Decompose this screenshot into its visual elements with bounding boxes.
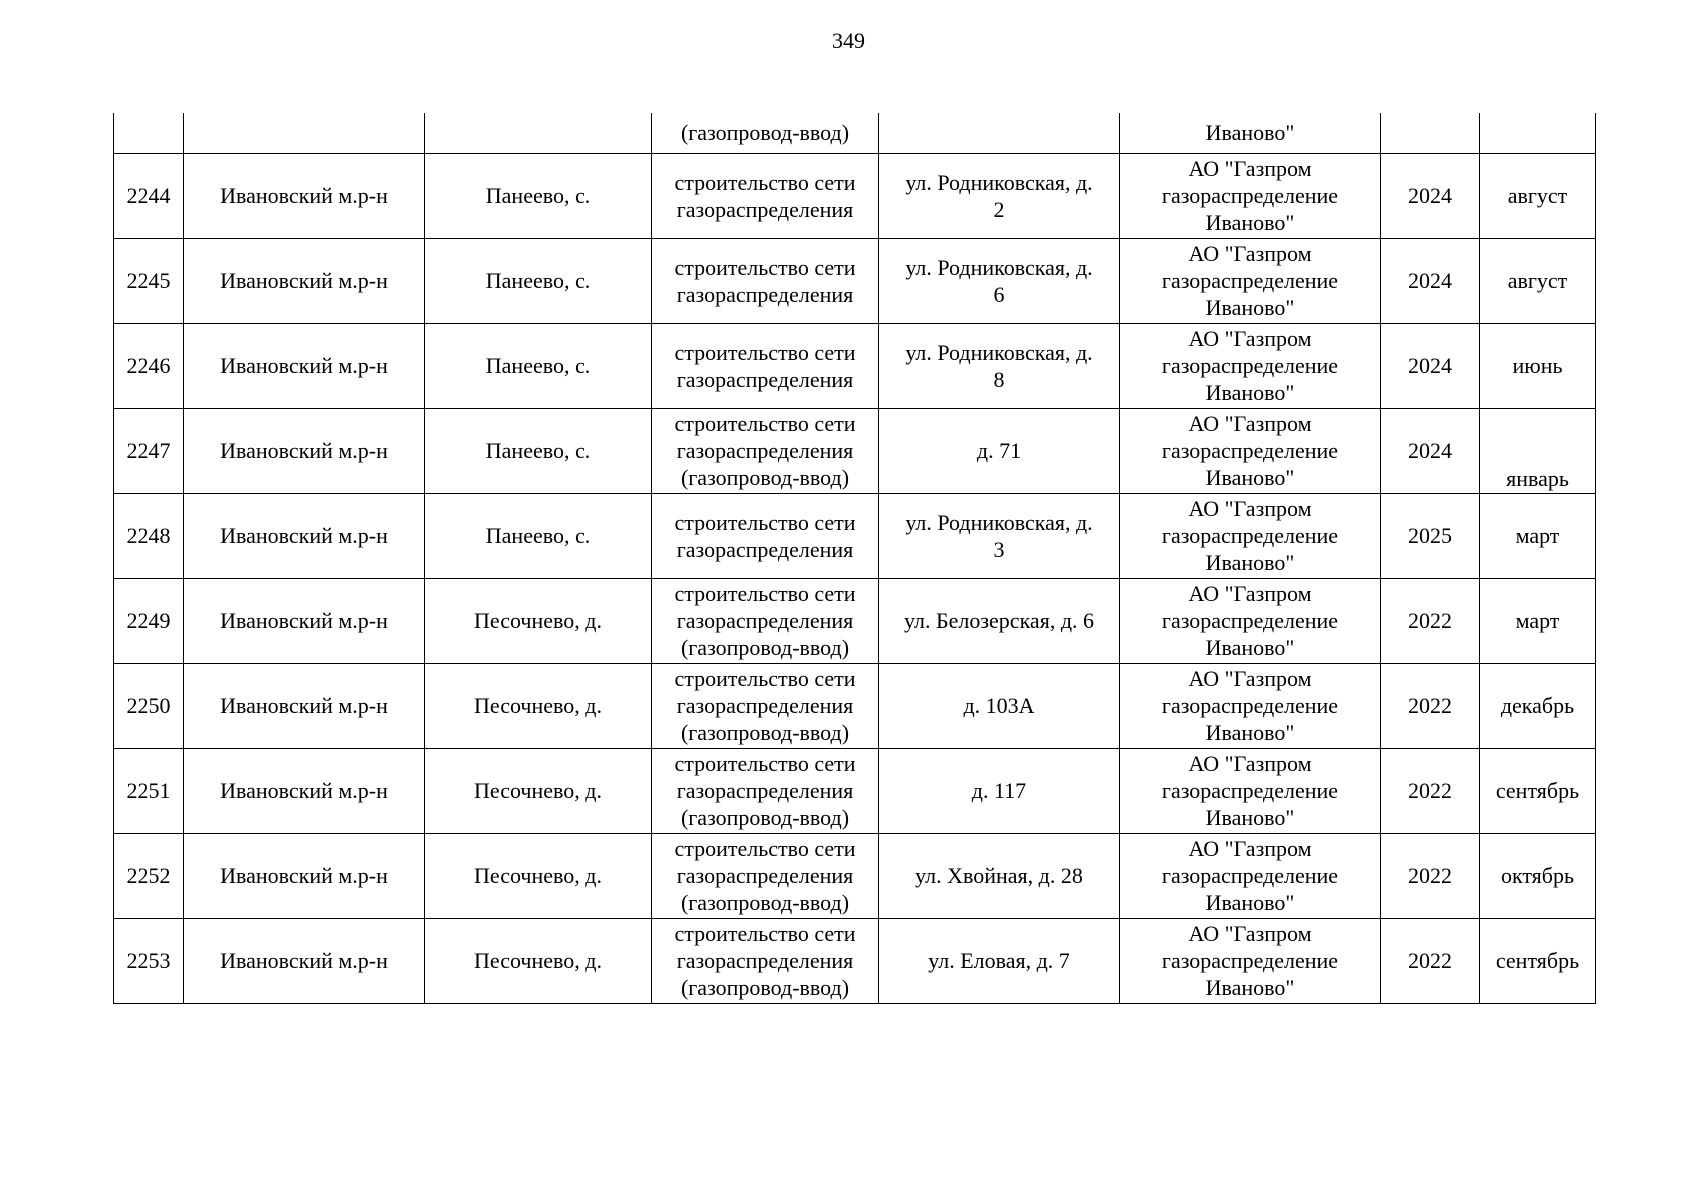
cell-line: Иваново"	[1205, 465, 1295, 490]
cell-line: газораспределение	[1161, 438, 1339, 463]
cell-year: 2024	[1381, 323, 1480, 408]
cell-line: газораспределения	[676, 693, 854, 718]
cell-year: 2022	[1381, 918, 1480, 1003]
cell-line: строительство сети	[674, 509, 856, 535]
cell-line: Иваново"	[1205, 890, 1295, 915]
cell-line: газораспределение	[1161, 693, 1339, 718]
cell-district: Ивановский м.р-н	[184, 663, 425, 748]
cell-line: Иваново"	[1205, 295, 1295, 320]
cell-line: АО "Газпром	[1188, 411, 1312, 436]
cell-line: д. 71	[976, 438, 1022, 463]
cell-line: газораспределение	[1161, 948, 1339, 973]
cell-month: январь	[1480, 408, 1596, 493]
cell-year: 2022	[1381, 663, 1480, 748]
cell-line: (газопровод-ввод)	[680, 465, 850, 490]
cell-num: 2246	[114, 323, 184, 408]
cell-num: 2244	[114, 153, 184, 238]
cell-line: Иваново"	[1205, 380, 1295, 405]
continuation-row	[114, 113, 1596, 153]
cell-line: газораспределение	[1161, 183, 1339, 208]
cell-line: газораспределение	[1161, 523, 1339, 548]
table-row	[114, 748, 1596, 833]
cell-address	[879, 748, 1120, 833]
cell-line: газораспределение	[1161, 268, 1339, 293]
cell-address	[879, 153, 1120, 238]
cell-year: 2022	[1381, 833, 1480, 918]
table-row	[114, 408, 1596, 493]
cell-month: март	[1480, 578, 1596, 663]
cell-line: Иваново"	[1205, 975, 1295, 1000]
table-row	[114, 493, 1596, 578]
cell-line: строительство сети	[674, 169, 856, 195]
cell-line: Иваново"	[1205, 635, 1295, 660]
cell-line: Иваново"	[1205, 210, 1295, 235]
table-row	[114, 663, 1596, 748]
cell-work	[652, 238, 879, 323]
cell-line: 8	[993, 366, 1005, 392]
cell-work	[652, 748, 879, 833]
cell-address	[879, 113, 1120, 153]
cell-line: АО "Газпром	[1188, 241, 1312, 266]
table-row	[114, 578, 1596, 663]
cell-year: 2024	[1381, 238, 1480, 323]
cell-address	[879, 323, 1120, 408]
cell-line: (газопровод-ввод)	[680, 975, 850, 1000]
cell-line: АО "Газпром	[1188, 581, 1312, 606]
cell-num: 2245	[114, 238, 184, 323]
cell-line: газораспределения	[676, 863, 854, 888]
cell-operator	[1120, 408, 1381, 493]
cell-work	[652, 408, 879, 493]
cell-district: Ивановский м.р-н	[184, 323, 425, 408]
cell-line: (газопровод-ввод)	[680, 720, 850, 745]
cell-address	[879, 663, 1120, 748]
cell-line: Иваново"	[1205, 805, 1295, 830]
cell-operator	[1120, 578, 1381, 663]
cell-line: (газопровод-ввод)	[680, 805, 850, 830]
cell-line: газораспределения	[676, 366, 854, 392]
cell-line: АО "Газпром	[1188, 836, 1312, 861]
cell-address	[879, 408, 1120, 493]
cell-district: Ивановский м.р-н	[184, 748, 425, 833]
cell-operator	[1120, 663, 1381, 748]
table-row	[114, 153, 1596, 238]
cell-line: АО "Газпром	[1188, 156, 1312, 181]
cell-line: ул. Белозерская, д. 6	[903, 608, 1095, 633]
cell-line: 6	[993, 281, 1005, 307]
table-body	[114, 113, 1596, 1003]
cell-year: 2022	[1381, 578, 1480, 663]
cell-line: газораспределения	[676, 438, 854, 463]
cell-line: д. 117	[971, 778, 1027, 803]
cell-operator	[1120, 238, 1381, 323]
cell-month: март	[1480, 493, 1596, 578]
cell-district: Ивановский м.р-н	[184, 493, 425, 578]
cell-settlement: Панеево, с.	[425, 493, 652, 578]
cell-line: строительство сети	[674, 581, 856, 606]
cell-year: 2024	[1381, 153, 1480, 238]
cell-year: 2024	[1381, 408, 1480, 493]
cell-line: АО "Газпром	[1188, 496, 1312, 521]
cell-num	[114, 113, 184, 153]
cell-settlement	[425, 113, 652, 153]
cell-work	[652, 153, 879, 238]
cell-line: газораспределения	[676, 196, 854, 222]
cell-settlement: Песочнево, д.	[425, 578, 652, 663]
cell-month: июнь	[1480, 323, 1596, 408]
cell-operator	[1120, 748, 1381, 833]
cell-line: ул. Родниковская, д.	[905, 509, 1093, 535]
cell-address	[879, 238, 1120, 323]
cell-line: строительство сети	[674, 836, 856, 861]
cell-settlement: Панеево, с.	[425, 238, 652, 323]
cell-operator	[1120, 153, 1381, 238]
cell-district: Ивановский м.р-н	[184, 408, 425, 493]
cell-line: 2	[993, 196, 1005, 222]
cell-num: 2248	[114, 493, 184, 578]
gasification-schedule-table	[113, 113, 1596, 1004]
cell-operator: Иваново"	[1120, 113, 1381, 153]
cell-line: ул. Еловая, д. 7	[928, 948, 1070, 973]
cell-work: (газопровод-ввод)	[652, 113, 879, 153]
cell-line: строительство сети	[674, 666, 856, 691]
cell-work	[652, 918, 879, 1003]
cell-num: 2253	[114, 918, 184, 1003]
cell-work	[652, 323, 879, 408]
cell-year: 2022	[1381, 748, 1480, 833]
cell-line: 3	[993, 536, 1005, 562]
cell-address	[879, 578, 1120, 663]
cell-settlement: Песочнево, д.	[425, 748, 652, 833]
cell-district: Ивановский м.р-н	[184, 238, 425, 323]
cell-month	[1480, 113, 1596, 153]
cell-line: ул. Родниковская, д.	[905, 339, 1093, 365]
cell-line: АО "Газпром	[1188, 751, 1312, 776]
cell-line: газораспределение	[1161, 353, 1339, 378]
cell-line: д. 103А	[963, 693, 1035, 718]
cell-line: газораспределения	[676, 608, 854, 633]
cell-settlement: Панеево, с.	[425, 323, 652, 408]
cell-year: 2025	[1381, 493, 1480, 578]
cell-district: Ивановский м.р-н	[184, 833, 425, 918]
cell-settlement: Панеево, с.	[425, 153, 652, 238]
cell-month: август	[1480, 238, 1596, 323]
cell-address	[879, 918, 1120, 1003]
cell-line: газораспределения	[676, 948, 854, 973]
cell-district: Ивановский м.р-н	[184, 578, 425, 663]
cell-line: АО "Газпром	[1188, 326, 1312, 351]
cell-line: строительство сети	[674, 751, 856, 776]
cell-settlement: Песочнево, д.	[425, 663, 652, 748]
cell-address	[879, 493, 1120, 578]
cell-line: ул. Родниковская, д.	[905, 169, 1093, 195]
cell-line: (газопровод-ввод)	[680, 890, 850, 915]
cell-line: Иваново"	[1205, 720, 1295, 745]
cell-work	[652, 663, 879, 748]
cell-line: АО "Газпром	[1188, 921, 1312, 946]
cell-line: Иваново"	[1205, 550, 1295, 575]
cell-settlement: Песочнево, д.	[425, 833, 652, 918]
cell-settlement: Панеево, с.	[425, 408, 652, 493]
cell-num: 2250	[114, 663, 184, 748]
cell-operator	[1120, 833, 1381, 918]
cell-num: 2247	[114, 408, 184, 493]
cell-line: (газопровод-ввод)	[680, 635, 850, 660]
cell-month: октябрь	[1480, 833, 1596, 918]
cell-work	[652, 493, 879, 578]
cell-work	[652, 578, 879, 663]
cell-line: газораспределения	[676, 536, 854, 562]
cell-line: ул. Родниковская, д.	[905, 254, 1093, 280]
table-row	[114, 323, 1596, 408]
cell-line: АО "Газпром	[1188, 666, 1312, 691]
cell-line: газораспределение	[1161, 863, 1339, 888]
table-row	[114, 918, 1596, 1003]
cell-line: строительство сети	[674, 411, 856, 436]
cell-num: 2249	[114, 578, 184, 663]
cell-line: строительство сети	[674, 339, 856, 365]
cell-year	[1381, 113, 1480, 153]
cell-line: газораспределения	[676, 778, 854, 803]
cell-num: 2251	[114, 748, 184, 833]
cell-line: газораспределения	[676, 281, 854, 307]
cell-month: сентябрь	[1480, 918, 1596, 1003]
cell-address	[879, 833, 1120, 918]
cell-district	[184, 113, 425, 153]
cell-operator	[1120, 493, 1381, 578]
cell-line: ул. Хвойная, д. 28	[915, 863, 1083, 888]
table-row	[114, 833, 1596, 918]
cell-month: сентябрь	[1480, 748, 1596, 833]
cell-line: строительство сети	[674, 921, 856, 946]
cell-num: 2252	[114, 833, 184, 918]
cell-settlement: Песочнево, д.	[425, 918, 652, 1003]
cell-operator	[1120, 918, 1381, 1003]
cell-line: газораспределение	[1161, 778, 1339, 803]
cell-line: газораспределение	[1161, 608, 1339, 633]
cell-work	[652, 833, 879, 918]
cell-district: Ивановский м.р-н	[184, 918, 425, 1003]
cell-line: строительство сети	[674, 254, 856, 280]
cell-operator	[1120, 323, 1381, 408]
page-number: 349	[832, 28, 865, 53]
cell-district: Ивановский м.р-н	[184, 153, 425, 238]
cell-month: август	[1480, 153, 1596, 238]
cell-month: декабрь	[1480, 663, 1596, 748]
table-row	[114, 238, 1596, 323]
